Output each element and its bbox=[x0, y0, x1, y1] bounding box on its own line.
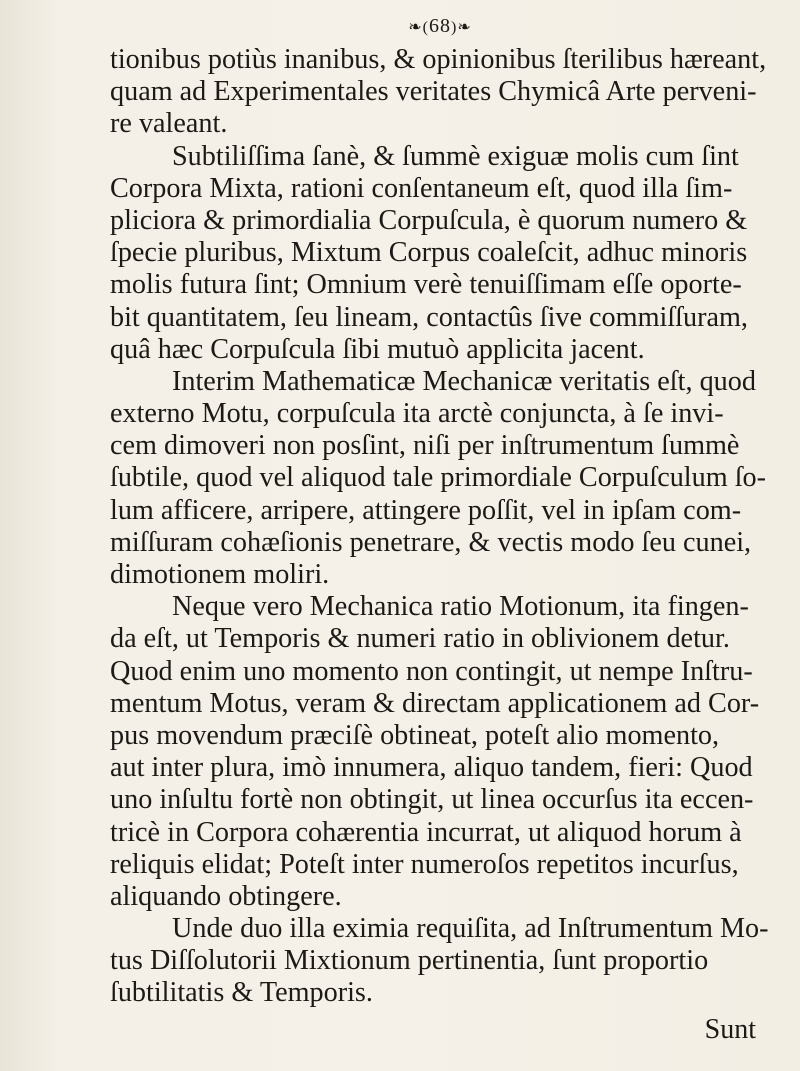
text-line: tus Diſſolutorii Mixtionum pertinentia, ſunt proportio bbox=[110, 945, 709, 977]
text-line: tricè in Corpora cohærentia incurrat, ut aliquod horum à bbox=[110, 816, 742, 848]
catchword: Sunt bbox=[704, 1013, 756, 1045]
left-ornament: ❧( bbox=[408, 19, 429, 36]
text-line: pus movendum præciſè obtineat, poteſt alio momento, bbox=[110, 719, 720, 751]
text-line: quâ hæc Corpuſcula ſibi mutuò applicita jacent. bbox=[110, 333, 645, 365]
paragraph-start-line: Neque vero Mechanica ratio Motionum, ita fingen- bbox=[172, 591, 749, 623]
paragraph-start-line: Interim Mathematicæ Mechanicæ veritatis eſt, quod bbox=[172, 365, 756, 397]
text-line: bit quantitatem, ſeu lineam, contactûs ſive commiſſuram, bbox=[110, 301, 748, 333]
right-ornament: )❧ bbox=[451, 19, 472, 36]
page-number: 68 bbox=[429, 15, 451, 37]
text-line: miſſuram cohæſionis penetrare, & vectis modo ſeu cunei, bbox=[110, 526, 752, 558]
text-line: externo Motu, corpuſcula ita arctè conjuncta, à ſe invi- bbox=[110, 398, 724, 430]
text-line: ſubtile, quod vel aliquod tale primordiale Corpuſculum ſo- bbox=[110, 462, 767, 494]
text-line: ſpecie pluribus, Mixtum Corpus coaleſcit, adhuc minoris bbox=[110, 237, 748, 269]
text-line: tionibus potiùs inanibus, & opinionibus ſterilibus hæreant, bbox=[110, 44, 767, 75]
text-line: dimotionem moliri. bbox=[110, 559, 330, 590]
text-line: pliciora & primordialia Corpuſcula, è quorum numero & bbox=[110, 204, 748, 236]
paragraph-start-line: Unde duo illa eximia requiſita, ad Inſtrumentum Mo- bbox=[172, 913, 769, 945]
text-line: molis futura ſint; Omnium verè tenuiſſimam eſſe oporte- bbox=[110, 269, 742, 301]
paragraph-start-line: Subtiliſſima ſanè, & ſummè exiguæ molis cum ſint bbox=[172, 140, 739, 172]
text-line: da eſt, ut Temporis & numeri ratio in oblivionem detur. bbox=[110, 623, 730, 655]
text-line: Quod enim uno momento non contingit, ut nempe Inſtru- bbox=[110, 655, 753, 687]
text-line: uno inſultu fortè non obtingit, ut linea occurſus ita eccen- bbox=[110, 784, 754, 816]
text-line: aut inter plura, imò innumera, aliquo tandem, fieri: Quod bbox=[110, 752, 753, 784]
text-line: reliquis elidat; Poteſt inter numeroſos repetitos incurſus, bbox=[110, 848, 739, 880]
page-header bbox=[110, 14, 770, 44]
text-line: quam ad Experimentales veritates Chymicâ Arte perveni- bbox=[110, 76, 757, 108]
text-line: re valeant. bbox=[110, 108, 228, 140]
text-line: mentum Motus, veram & directam applicationem ad Cor- bbox=[110, 687, 760, 719]
text-line: ſubtilitatis & Temporis. bbox=[110, 977, 373, 1009]
text-line: Corpora Mixta, rationi conſentaneum eſt, quod illa ſim- bbox=[110, 172, 733, 204]
text-line: cem dimoveri non posſint, niſi per inſtrumentum ſummè bbox=[110, 430, 740, 462]
text-line: lum afficere, arripere, attingere poſſit, vel in ipſam com- bbox=[110, 494, 742, 526]
text-line: aliquando obtingere. bbox=[110, 880, 342, 912]
body-text bbox=[110, 44, 770, 1010]
